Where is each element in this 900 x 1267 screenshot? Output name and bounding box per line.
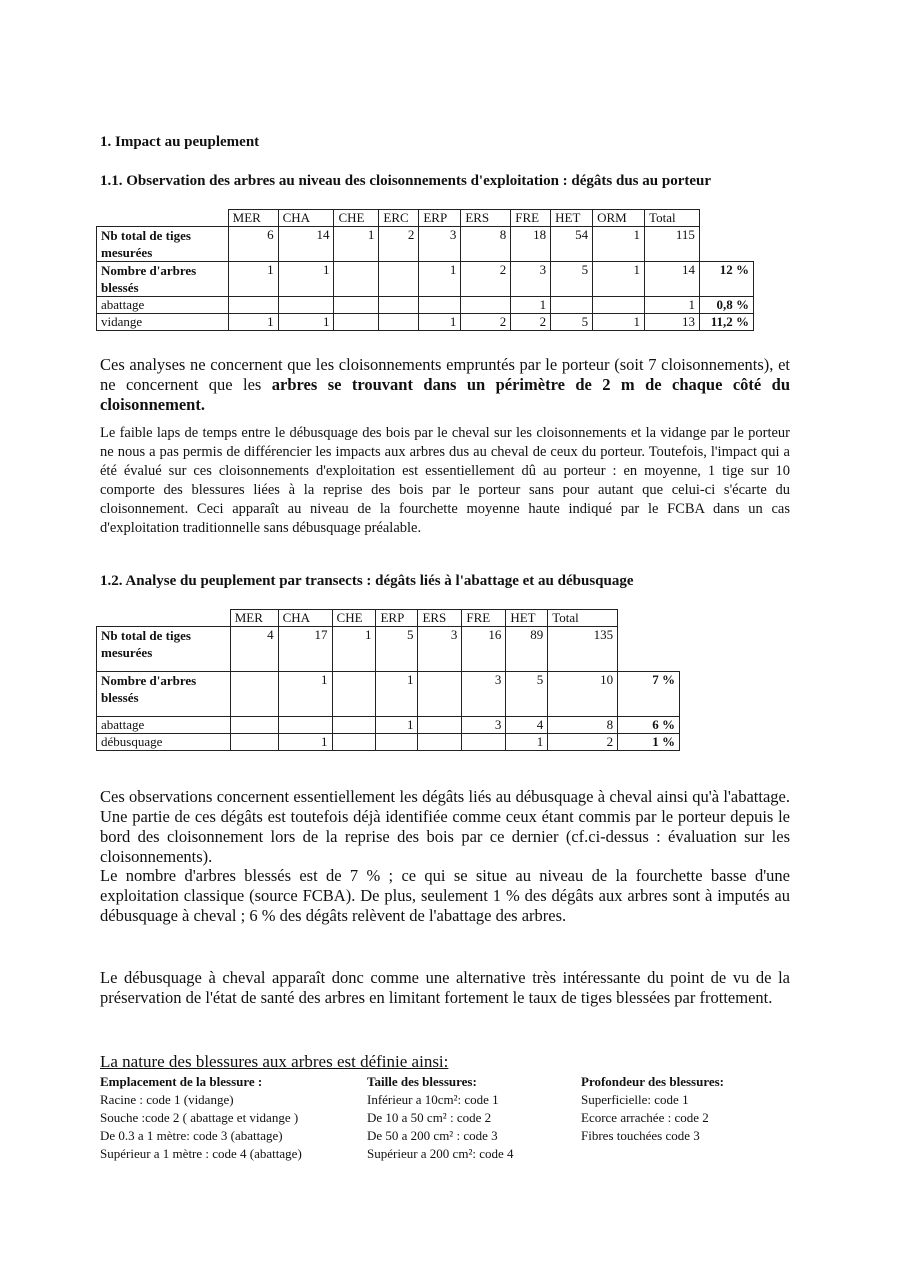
- column-header: CHE: [334, 210, 379, 227]
- column-header: Total: [645, 210, 700, 227]
- column-header: Total: [548, 610, 618, 627]
- row-label: débusquage: [97, 734, 231, 751]
- table-cell: [418, 734, 462, 751]
- table-cell: 3: [418, 627, 462, 672]
- table-cell: 89: [506, 627, 548, 672]
- table-cell: 1: [506, 734, 548, 751]
- table-cell: 115: [645, 227, 700, 262]
- paragraph-transect-results: Le nombre d'arbres blessés est de 7 % ; ce qui se situe au niveau de la fourchette basse d'une exploitation classique (source FCBA). De plus, seulement 1 % des dégâts aux arbres sont à imputés au débusquage à cheval ; 6 % des dégâts relèvent de l'abattage des arbres.: [100, 866, 790, 925]
- paragraph-porteur-scope: [100, 355, 790, 415]
- table-row: [97, 672, 680, 717]
- table-cell: 2: [548, 734, 618, 751]
- table-cell: 1: [278, 262, 334, 297]
- table-cell: 14: [645, 262, 700, 297]
- table-cell: 4: [506, 717, 548, 734]
- table-cell: [379, 297, 419, 314]
- table-cell: 1: [376, 672, 418, 717]
- table-row: [97, 262, 754, 297]
- table-cell: [376, 734, 418, 751]
- table-cell: 1: [332, 627, 376, 672]
- list-item: Supérieur a 200 cm²: code 4: [367, 1146, 514, 1161]
- table-cell: [278, 297, 334, 314]
- table-cell: [230, 672, 278, 717]
- table-cell: 2: [511, 314, 551, 331]
- list-item: Souche :code 2 ( abattage et vidange ): [100, 1110, 299, 1125]
- table-cell: 1: [593, 262, 645, 297]
- paragraph-conclusion: Le débusquage à cheval apparaît donc comme une alternative très intéressante du point de vu de la préservation de l'état de santé des arbres en limitant fortement le taux de tiges blessées par frottement.: [100, 968, 790, 1007]
- list-item: Fibres touchées code 3: [581, 1128, 700, 1143]
- table-cell: [419, 297, 461, 314]
- table-cell: [228, 297, 278, 314]
- table-transect-damage: [96, 609, 680, 751]
- table-row: [97, 627, 680, 672]
- table-cell: [418, 672, 462, 717]
- table-cell: [551, 297, 593, 314]
- table-cell: [461, 297, 511, 314]
- table-cell: 3: [419, 227, 461, 262]
- table-cell: [334, 314, 379, 331]
- list-item: De 50 a 200 cm² : code 3: [367, 1128, 498, 1143]
- legend-column-location: [100, 1073, 302, 1163]
- row-label: abattage: [97, 297, 229, 314]
- table-cell: [379, 262, 419, 297]
- table-cell: 1: [376, 717, 418, 734]
- list-item: De 0.3 a 1 mètre: code 3 (abattage): [100, 1128, 283, 1143]
- table-row: [97, 717, 680, 734]
- table-cell: 1: [419, 314, 461, 331]
- table-cell: 17: [278, 627, 332, 672]
- paragraph-transect-observations: Ces observations concernent essentiellement les dégâts liés au débusquage à cheval ainsi qu'à l'abattage. Une partie de ces dégâts est toutefois déjà identifiée comme ceux étant commis par le porteur depuis le bord des cloisonnement lors de la reprise des bois par ce dernier (cf.ci-dessus : évaluation sur les cloisonnements).: [100, 787, 790, 866]
- row-label: Nombre d'arbres blessés: [97, 672, 231, 717]
- table-header-row: [97, 210, 754, 227]
- table-header-row: [97, 610, 680, 627]
- table-cell: 5: [506, 672, 548, 717]
- legend-column-size: [367, 1073, 514, 1163]
- row-label: Nb total de tiges mesurées: [97, 227, 229, 262]
- table-cell: [593, 297, 645, 314]
- column-header: MER: [230, 610, 278, 627]
- table-cell: [334, 297, 379, 314]
- table-cell: 3: [511, 262, 551, 297]
- table-cell: 2: [461, 314, 511, 331]
- table-cell: 14: [278, 227, 334, 262]
- table-row: [97, 314, 754, 331]
- table-cell: 1: [228, 314, 278, 331]
- legend-column-depth: [581, 1073, 724, 1145]
- table-cell: 54: [551, 227, 593, 262]
- table-cell: 1: [278, 672, 332, 717]
- percentage-cell: 11,2 %: [699, 314, 753, 331]
- column-heading: Emplacement de la blessure :: [100, 1074, 263, 1089]
- table-cell: 10: [548, 672, 618, 717]
- column-heading: Profondeur des blessures:: [581, 1074, 725, 1089]
- table-row: [97, 734, 680, 751]
- table-cell: 1: [511, 297, 551, 314]
- table-cell: [379, 314, 419, 331]
- table-cell: 1: [645, 297, 700, 314]
- column-header: ERC: [379, 210, 419, 227]
- list-item: Superficielle: code 1: [581, 1092, 689, 1107]
- table-row: [97, 227, 754, 262]
- table-cell: 1: [228, 262, 278, 297]
- table-cell: [230, 717, 278, 734]
- table-cell: 8: [548, 717, 618, 734]
- percentage-cell: 0,8 %: [699, 297, 753, 314]
- column-header: ERS: [418, 610, 462, 627]
- table-cell: 5: [376, 627, 418, 672]
- paragraph-porteur-analysis: Le faible laps de temps entre le débusquage des bois par le cheval sur les cloisonnements et la vidange par le porteur ne nous a pas permis de différencier les impacts aux arbres dus au cheval de ceux du porteur. Toutefois, l'impact qui a été évalué sur ces cloisonnements d'exploitation est essentiellement dû au porteur : en moyenne, 1 tige sur 10 comporte des blessures liées à la reprise des bois par le porteur sans pour autant que celui-ci s'écarte du cloisonnement. Ceci apparaît au niveau de la fourchette moyenne haute indiqué par le FCBA dans un cas d'exploitation traditionnelle sans débusquage préalable.: [100, 425, 790, 536]
- table-cell: 3: [462, 717, 506, 734]
- table-cell: 5: [551, 262, 593, 297]
- table-cell: 3: [462, 672, 506, 717]
- section-title-impact: 1. Impact au peuplement: [100, 134, 260, 150]
- column-header: FRE: [462, 610, 506, 627]
- column-header: HET: [506, 610, 548, 627]
- list-item: Inférieur a 10cm²: code 1: [367, 1092, 499, 1107]
- percentage-cell: 1 %: [618, 734, 680, 751]
- percentage-cell: 12 %: [699, 262, 753, 297]
- column-header: FRE: [511, 210, 551, 227]
- table-row: [97, 297, 754, 314]
- column-header: CHA: [278, 210, 334, 227]
- subsection-title-1-1: 1.1. Observation des arbres au niveau des cloisonnements d'exploitation : dégâts dus au porteur: [100, 173, 712, 189]
- list-item: Supérieur a 1 mètre : code 4 (abattage): [100, 1146, 302, 1161]
- table-cell: 2: [461, 262, 511, 297]
- column-header: ERP: [419, 210, 461, 227]
- table-cell: 4: [230, 627, 278, 672]
- table-cell: 1: [278, 314, 334, 331]
- row-label: Nb total de tiges mesurées: [97, 627, 231, 672]
- table-cell: 1: [278, 734, 332, 751]
- percentage-cell: 6 %: [618, 717, 680, 734]
- subsection-title-1-2: 1.2. Analyse du peuplement par transects : dégâts liés à l'abattage et au débusquage: [100, 573, 634, 589]
- percentage-cell: 7 %: [618, 672, 680, 717]
- row-label: Nombre d'arbres blessés: [97, 262, 229, 297]
- list-item: Ecorce arrachée : code 2: [581, 1110, 709, 1125]
- table-cell: [332, 734, 376, 751]
- table-cell: [278, 717, 332, 734]
- table-cell: 1: [593, 314, 645, 331]
- table-cell: 6: [228, 227, 278, 262]
- column-header: CHE: [332, 610, 376, 627]
- list-item: Racine : code 1 (vidange): [100, 1092, 234, 1107]
- table-cell: 8: [461, 227, 511, 262]
- column-header: ERP: [376, 610, 418, 627]
- column-header: MER: [228, 210, 278, 227]
- list-item: De 10 a 50 cm² : code 2: [367, 1110, 492, 1125]
- table-cell: [334, 262, 379, 297]
- nature-section-title: La nature des blessures aux arbres est définie ainsi:: [100, 1052, 449, 1071]
- row-label: vidange: [97, 314, 229, 331]
- table-cell: [332, 672, 376, 717]
- table-cell: 5: [551, 314, 593, 331]
- table-cell: 13: [645, 314, 700, 331]
- column-header: CHA: [278, 610, 332, 627]
- table-cell: [462, 734, 506, 751]
- table-porteur-damage: [96, 209, 754, 331]
- table-cell: 2: [379, 227, 419, 262]
- table-cell: 1: [593, 227, 645, 262]
- table-cell: [332, 717, 376, 734]
- column-header: HET: [551, 210, 593, 227]
- column-header: ERS: [461, 210, 511, 227]
- column-heading: Taille des blessures:: [367, 1074, 477, 1089]
- paragraph-bold-text: arbres se trouvant dans un périmètre de 2 m de chaque côté du cloisonnement.: [100, 375, 790, 414]
- table-cell: 1: [419, 262, 461, 297]
- table-cell: [230, 734, 278, 751]
- table-cell: 135: [548, 627, 618, 672]
- column-header: ORM: [593, 210, 645, 227]
- table-cell: [418, 717, 462, 734]
- table-cell: 16: [462, 627, 506, 672]
- row-label: abattage: [97, 717, 231, 734]
- paragraph-text: Ces analyses ne concernent que les cloisonnements empruntés par le porteur (soit 7 cloisonnements), et ne concernent que les: [100, 355, 790, 394]
- table-cell: 18: [511, 227, 551, 262]
- table-cell: 1: [334, 227, 379, 262]
